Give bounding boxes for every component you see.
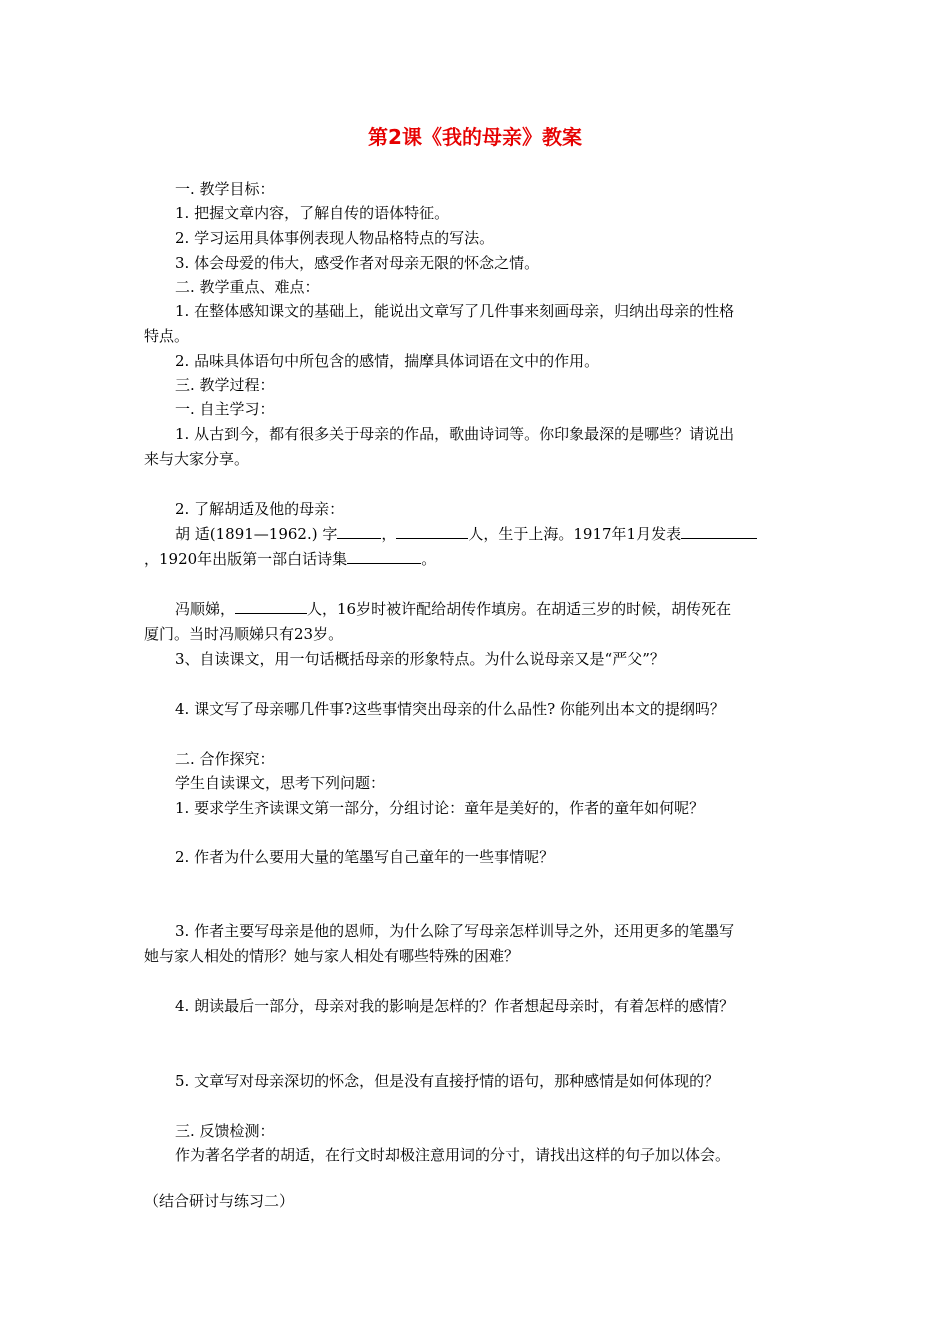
goal-item: 2. 学习运用具体事例表现人物品格特点的写法。: [175, 229, 495, 247]
question-item: 4. 课文写了母亲哪几件事?这些事情突出母亲的什么品性? 你能列出本文的提纲吗？: [175, 700, 725, 718]
question-item: 3. 作者主要写母亲是他的恩师，为什么除了写母亲怎样训导之外，还用更多的笔墨写: [175, 922, 735, 940]
hushi-intro: [175, 523, 757, 545]
section-heading-process: 三. 教学过程：: [175, 376, 275, 394]
hushi-intro-continuation: [144, 548, 436, 570]
question-item: 2. 作者为什么要用大量的笔墨写自己童年的一些事情呢？: [175, 848, 555, 866]
keypoint-item-continuation: 特点。: [144, 327, 190, 345]
hushi-text: 胡 适(1891—1962.) 字: [175, 525, 338, 543]
question-item: 1. 从古到今，都有很多关于母亲的作品，歌曲诗词等。你印象最深的是哪些？请说出: [175, 425, 735, 443]
hushi-text: 人，生于上海。1917年1月发表: [468, 525, 682, 543]
fill-blank[interactable]: [396, 523, 468, 539]
question-item: 5. 文章写对母亲深切的怀念，但是没有直接抒情的语句，那种感情是如何体现的？: [175, 1072, 720, 1090]
part-intro: 学生自读课文，思考下列问题：: [175, 774, 386, 792]
question-item: 4. 朗读最后一部分，母亲对我的影响是怎样的？作者想起母亲时，有着怎样的感情？: [175, 997, 735, 1015]
part-heading-feedback: 三. 反馈检测：: [175, 1122, 275, 1140]
hushi-text: ，: [381, 525, 397, 543]
section-heading-goals: 一. 教学目标：: [175, 180, 275, 198]
page-title: 第2课《我的母亲》教案: [368, 125, 582, 149]
fill-blank[interactable]: [337, 523, 381, 539]
question-item-continuation: 她与家人相处的情形？她与家人相处有哪些特殊的困难？: [144, 947, 520, 965]
feng-intro-continuation: 厦门。当时冯顺娣只有23岁。: [144, 625, 344, 643]
feng-intro: [175, 598, 731, 620]
section-heading-keypoints: 二. 教学重点、难点：: [175, 278, 320, 296]
fill-blank[interactable]: [235, 598, 307, 614]
question-item: 2. 了解胡适及他的母亲：: [175, 500, 345, 518]
feng-text: 冯顺娣，: [175, 600, 236, 618]
fill-blank[interactable]: [347, 548, 421, 564]
goal-item: 1. 把握文章内容，了解自传的语体特征。: [175, 204, 450, 222]
part-heading-self-study: 一. 自主学习：: [175, 400, 275, 418]
keypoint-item: 1. 在整体感知课文的基础上，能说出文章写了几件事来刻画母亲，归纳出母亲的性格: [175, 302, 735, 320]
question-item: 1. 要求学生齐读课文第一部分，分组讨论：童年是美好的，作者的童年如何呢？: [175, 799, 705, 817]
feedback-text-continuation: （结合研讨与练习二）: [144, 1192, 295, 1210]
feedback-text: 作为著名学者的胡适，在行文时却极注意用词的分寸，请找出这样的句子加以体会。: [175, 1146, 731, 1164]
question-item-continuation: 来与大家分享。: [144, 450, 250, 468]
part-heading-cooperation: 二. 合作探究：: [175, 750, 275, 768]
fill-blank[interactable]: [681, 523, 757, 539]
hushi-text: ，1920年出版第一部白话诗集: [144, 550, 348, 568]
keypoint-item: 2. 品味具体语句中所包含的感情，揣摩具体词语在文中的作用。: [175, 352, 600, 370]
question-item: 3、自读课文，用一句话概括母亲的形象特点。为什么说母亲又是“严父”？: [175, 650, 665, 668]
goal-item: 3. 体会母爱的伟大，感受作者对母亲无限的怀念之情。: [175, 254, 540, 272]
feng-text: 人，16岁时被许配给胡传作填房。在胡适三岁的时候，胡传死在: [307, 600, 732, 618]
hushi-text: 。: [421, 550, 437, 568]
